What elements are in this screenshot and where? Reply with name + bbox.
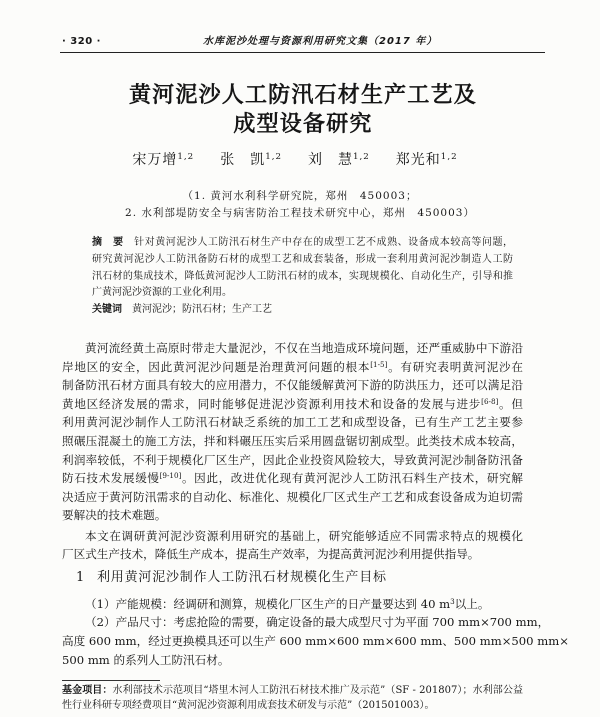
- author-affiliation-mark: 1,2: [177, 152, 195, 163]
- list-item: （2）产品尺寸：考虑抢险的需要，确定设备的最大成型尺寸为平面 700 mm×700 mm，: [85, 615, 550, 629]
- body-line: 黄河流经黄土高原时带走大量泥沙，不仅在当地造成环境问题，还严重威胁中下游沿: [85, 341, 523, 355]
- body-line: 利用黄河泥沙制作人工防汛石材缺乏系统的加工工艺和成型设备，已有生产工艺主要参: [62, 415, 523, 430]
- abstract-label: 摘 要: [92, 237, 124, 248]
- body-line: 利润率较低，不利于规模化厂区生产，因此企业投资风险较大，导致黄河泥沙制备防汛备: [62, 452, 523, 467]
- author-name: 张 凯: [220, 152, 266, 168]
- citation: [1-5]: [370, 359, 388, 369]
- footnote-line: [62, 684, 523, 698]
- author-list: [60, 150, 530, 170]
- footnote-rule: [62, 680, 160, 681]
- citation: [6-8]: [481, 396, 499, 406]
- author: [308, 150, 370, 170]
- body-text: 防石技术发展缓慢: [62, 471, 160, 486]
- body-line: [62, 469, 523, 487]
- affiliation-line: （1. 黄河水利科学研究院，郑州 450003；: [182, 190, 418, 202]
- author-name: 宋万增: [132, 152, 178, 168]
- paper-title-line: 成型设备研究: [233, 112, 373, 137]
- abstract-line: 广黄河泥沙资源的工业化利用。: [92, 287, 232, 298]
- author: [396, 150, 458, 170]
- list-item: [62, 595, 523, 613]
- keywords-line: [92, 302, 513, 318]
- body-text: 黄地区经济发展的需求，同时能够促进泥沙资源利用技术和设备的发展与进步: [62, 396, 482, 411]
- keywords-label: 关键词: [92, 304, 122, 315]
- body-line: 要解决的技术难题。: [62, 508, 167, 523]
- body-line: 厂区式生产技术，降低生产成本，提高生产效率，为提高黄河泥沙利用提供指导。: [62, 547, 480, 561]
- body-text: 。但: [498, 396, 523, 411]
- abstract-text: 针对黄河泥沙人工防汛石材生产中存在的成型工艺不成熟、设备成本较高等问题，: [133, 237, 514, 248]
- section-heading: 利用黄河泥沙制作人工防汛石材规模化生产目标: [97, 570, 387, 585]
- author-affiliation-mark: 1,2: [265, 152, 282, 163]
- affiliation-line: 2. 水利部堤防安全与病害防治工程技术研究中心，郑州 450003）: [125, 207, 475, 219]
- body-line: 制备防汛石材方面具有较大的应用潜力，不仅能缓解黄河下游的防洪压力，还可以满足沿: [62, 378, 523, 393]
- body-line: 照碾压混凝土的施工方法，拌和料碾压压实后采用圆盘锯切割成型。此类技术成本较高，: [62, 434, 523, 448]
- list-item-line: 500 mm 的系列人工防汛石材。: [62, 652, 230, 667]
- body-line: 决适应于黄河防汛需求的自动化、标准化、规模化厂区式生产工艺和成套设备成为迫切需: [62, 489, 523, 504]
- list-item-line: 高度 600 mm，经过更换模具还可以生产 600 mm×600 mm×600 mm、500 mm×500 mm×: [62, 634, 569, 648]
- abstract-line: 汛石材的集成技术，降低黄河泥沙人工防汛石材的成本，实现规模化、自动化生产，引导和推: [92, 270, 513, 282]
- keywords: 黄河泥沙；防汛石材；生产工艺: [132, 304, 272, 315]
- body-line: [62, 358, 523, 376]
- author-affiliation-mark: 1,2: [440, 152, 458, 163]
- author: [132, 150, 194, 170]
- author-name: 郑光和: [395, 152, 441, 168]
- author-name: 刘 慧: [308, 152, 353, 168]
- abstract-line: 研究黄河泥沙人工防汛备防石材的成型工艺和成套装备，形成一套利用黄河泥沙制造人工防: [92, 254, 513, 265]
- body-line: [62, 395, 523, 413]
- body-text: （1）产能规模：经调研和测算，规模化厂区生产的日产量要达到 40 m: [85, 596, 451, 611]
- header-rule: [60, 52, 545, 53]
- body-text: 。因此，改进优化现有黄河泥沙人工防汛石料生产技术，研究解: [181, 471, 523, 486]
- section-number: 1: [76, 570, 86, 585]
- footnote-text: 水利部技术示范项目“塔里木河人工防汛石材技术推广及示范”（SF - 201807）；水利部公益: [112, 685, 523, 696]
- footnote-label: 基金项目：: [62, 685, 113, 696]
- citation: [9-10]: [159, 471, 182, 481]
- abstract-line: [92, 235, 513, 251]
- page-number: · 320 ·: [62, 36, 101, 47]
- body-text: 岸地区的安全，因此黄河泥沙问题是治理黄河问题的根本: [62, 359, 371, 374]
- author: [220, 150, 282, 170]
- body-text: 以上。: [454, 596, 490, 611]
- footnote-line: 性行业科研专项经费项目“黄河泥沙资源利用成套技术研发与示范”（201501003）。: [62, 700, 435, 711]
- body-line: 本文在调研黄河泥沙资源利用研究的基础上，研究能够适应不同需求特点的规模化: [85, 528, 523, 543]
- unit-exponent: 3: [450, 596, 455, 606]
- author-affiliation-mark: 1,2: [353, 152, 370, 163]
- running-title: 水库泥沙处理与资源利用研究文集（2017 年）: [203, 36, 438, 47]
- body-text: 。有研究表明黄河泥沙在: [387, 359, 523, 374]
- paper-title-line: 黄河泥沙人工防汛石材生产工艺及: [128, 83, 477, 108]
